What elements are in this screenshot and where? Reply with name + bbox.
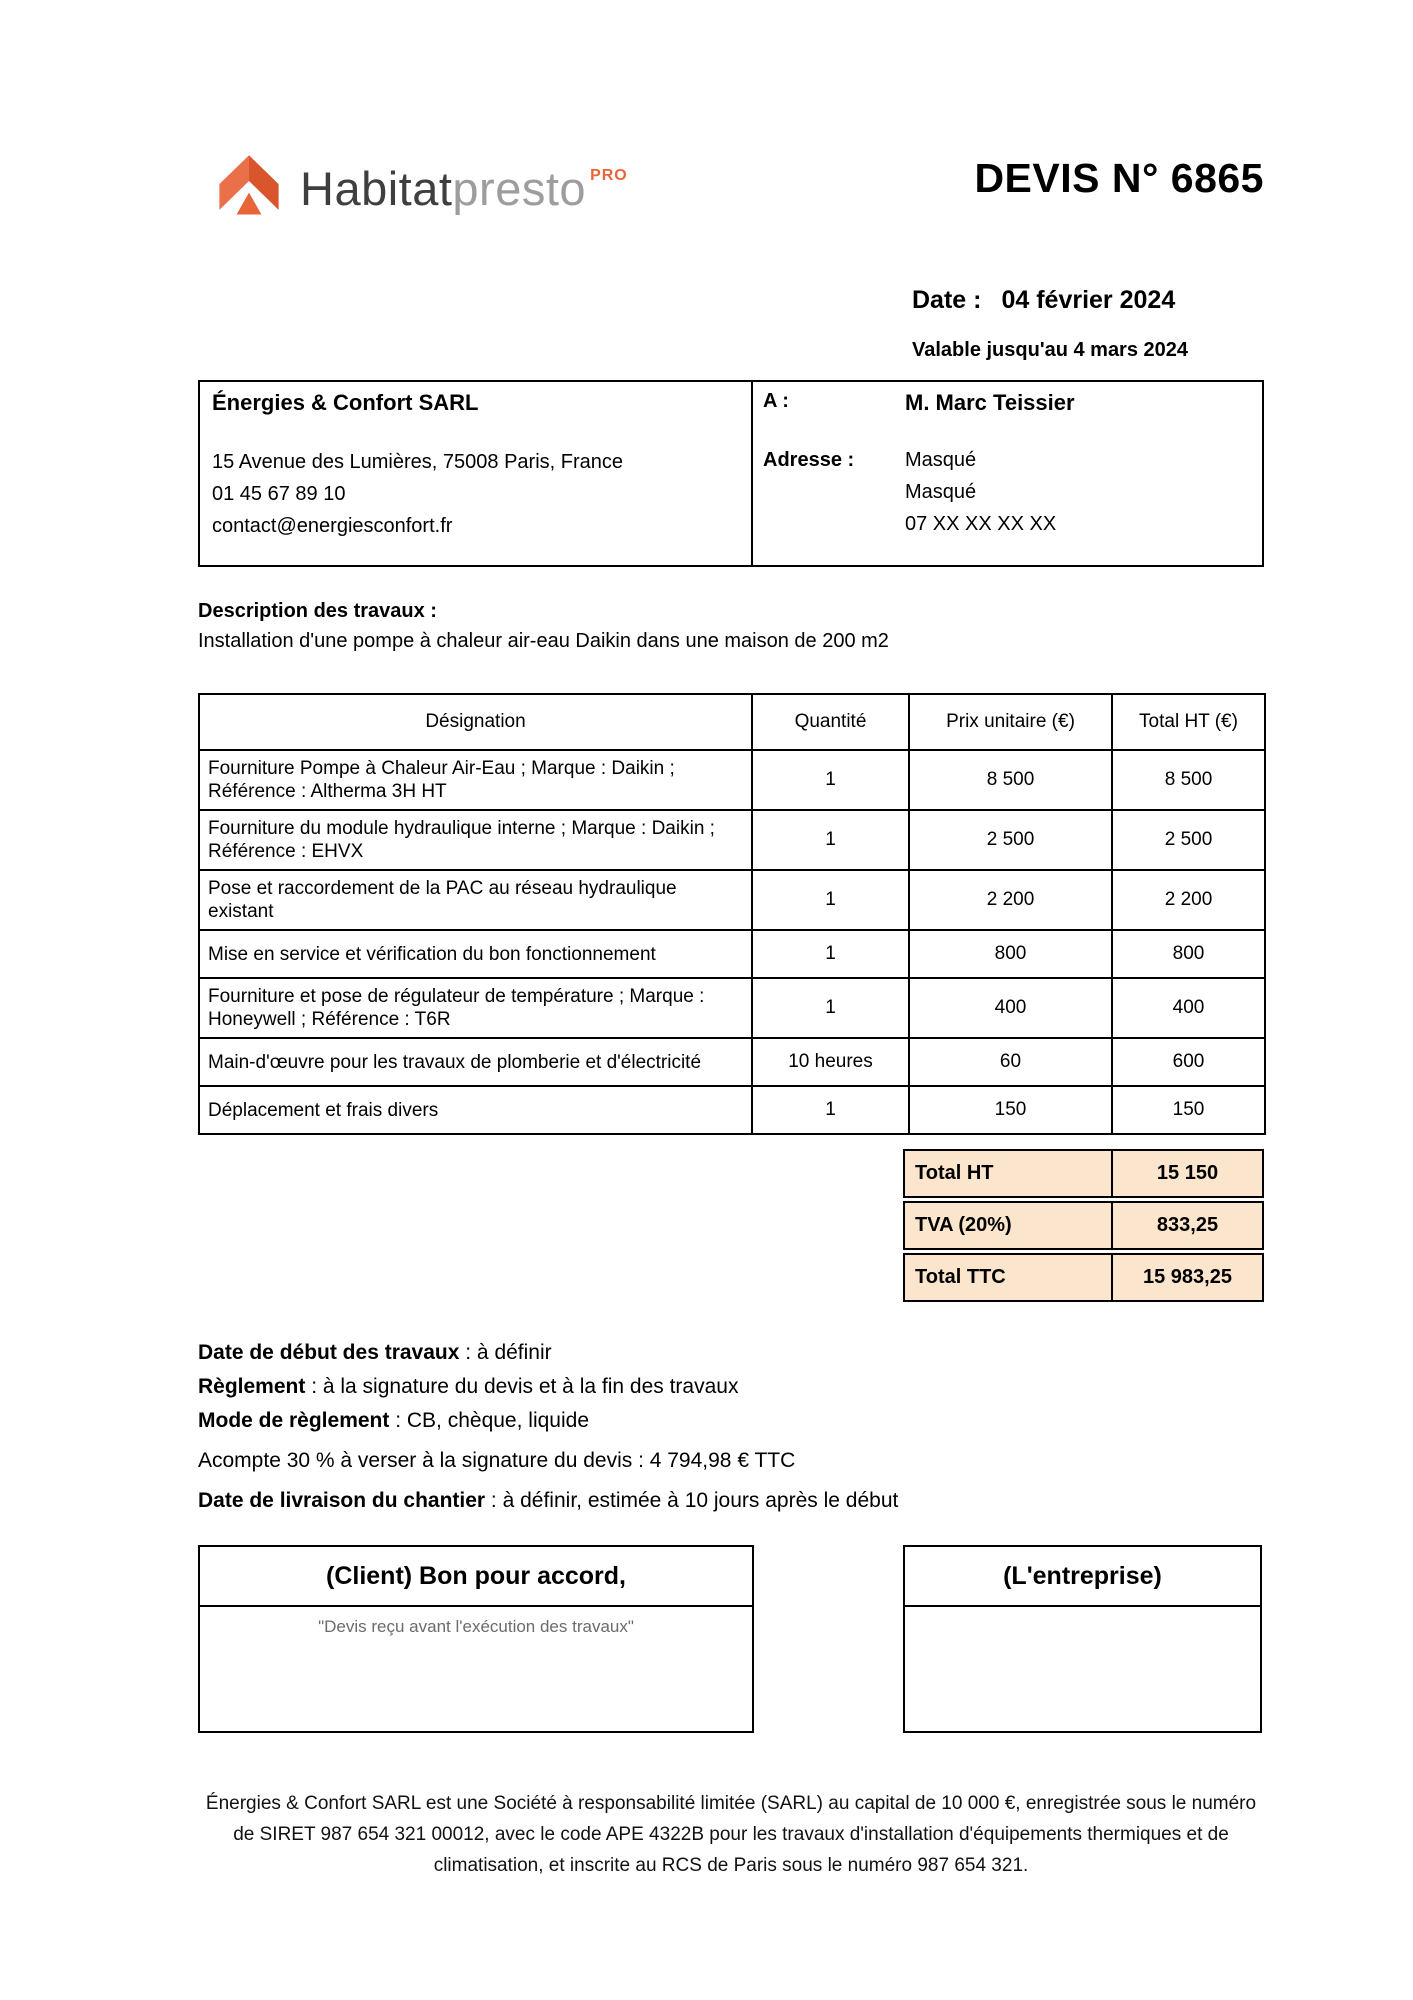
cell-total: 150	[1112, 1086, 1265, 1134]
date-label: Date :	[912, 286, 982, 314]
total-ttc-value: 15 983,25	[1143, 1266, 1232, 1288]
cell-quantity: 1	[752, 810, 909, 870]
table-row	[199, 1038, 1265, 1086]
client-signature-box	[198, 1545, 754, 1733]
cell-total: 8 500	[1112, 750, 1265, 810]
cell-designation: Main-d'œuvre pour les travaux de plomberie et d'électricité	[199, 1038, 752, 1086]
cell-total: 600	[1112, 1038, 1265, 1086]
company-phone: 01 45 67 89 10	[212, 483, 346, 505]
client-address-label: Adresse :	[763, 449, 855, 471]
term-label: Règlement	[198, 1375, 306, 1398]
total-ttc-row	[903, 1253, 1264, 1302]
cell-unit-price: 2 500	[909, 810, 1112, 870]
term-label: Mode de règlement	[198, 1409, 390, 1432]
cell-quantity: 10 heures	[752, 1038, 909, 1086]
date-line	[912, 286, 1175, 315]
terms-section	[198, 1340, 1264, 1514]
company-address: 15 Avenue des Lumières, 75008 Paris, France	[212, 451, 623, 473]
cell-designation: Fourniture du module hydraulique interne ; Marque : Daikin ; Référence : EHVX	[199, 810, 752, 870]
client-name-row	[763, 390, 1252, 416]
term-label: Date de livraison du chantier	[198, 1489, 486, 1512]
cell-total: 400	[1112, 978, 1265, 1038]
company-box	[200, 382, 753, 565]
term-deposit	[198, 1448, 1264, 1474]
term-delivery-date	[198, 1488, 1264, 1514]
client-box	[753, 382, 1262, 565]
term-text: : à la signature du devis et à la fin des travaux	[305, 1375, 739, 1398]
brand-name-secondary: presto	[452, 161, 587, 215]
total-ht-row	[903, 1149, 1264, 1198]
cell-designation: Déplacement et frais divers	[199, 1086, 752, 1134]
cell-quantity: 1	[752, 1086, 909, 1134]
document-title: DEVIS N° 6865	[974, 155, 1264, 201]
col-header-total-ht: Total HT (€)	[1112, 694, 1265, 750]
house-arrow-icon	[210, 146, 288, 230]
col-header-designation: Désignation	[199, 694, 752, 750]
term-text: : à définir	[459, 1341, 552, 1364]
term-text: : à définir, estimée à 10 jours après le début	[485, 1489, 899, 1512]
cell-designation: Mise en service et vérification du bon fonctionnement	[199, 930, 752, 978]
table-row	[199, 1086, 1265, 1134]
client-phone: 07 XX XX XX XX	[905, 513, 1057, 535]
brand-logo	[210, 146, 628, 230]
col-header-unit-price: Prix unitaire (€)	[909, 694, 1112, 750]
cell-designation: Pose et raccordement de la PAC au réseau hydraulique existant	[199, 870, 752, 930]
total-ht-label: Total HT	[905, 1151, 1113, 1196]
works-section	[198, 600, 1264, 653]
cell-quantity: 1	[752, 750, 909, 810]
table-row	[199, 870, 1265, 930]
client-address-rows	[763, 444, 1252, 540]
term-payment-method	[198, 1408, 1264, 1434]
term-label: Date de début des travaux	[198, 1341, 460, 1364]
brand-pro-badge: PRO	[590, 166, 628, 184]
company-signature-box	[903, 1545, 1262, 1733]
cell-unit-price: 60	[909, 1038, 1112, 1086]
cell-total: 800	[1112, 930, 1265, 978]
company-name: Énergies & Confort SARL	[212, 390, 479, 415]
cell-unit-price: 8 500	[909, 750, 1112, 810]
client-to-label: A :	[763, 390, 789, 412]
cell-unit-price: 400	[909, 978, 1112, 1038]
table-row	[199, 750, 1265, 810]
cell-unit-price: 150	[909, 1086, 1112, 1134]
tva-row	[903, 1201, 1264, 1250]
cell-unit-price: 2 200	[909, 870, 1112, 930]
col-header-quantity: Quantité	[752, 694, 909, 750]
spacer	[763, 476, 905, 508]
client-name: M. Marc Teissier	[905, 390, 1075, 415]
client-address-line2: Masqué	[905, 481, 977, 503]
client-signature-title: (Client) Bon pour accord,	[200, 1547, 752, 1607]
total-ttc-label: Total TTC	[905, 1255, 1113, 1300]
brand-wordmark	[300, 161, 628, 216]
legal-footer: Énergies & Confort SARL est une Société à responsabilité limitée (SARL) au capital de 10 000 €, enregistrée sous le numéro de SIRET 987 654 321 00012, avec le code APE 4322B pour les travaux d'installation d'équipements thermiques et de climatisation, et inscrite au RCS de Paris sous le numéro 987 654 321.	[205, 1793, 1257, 1876]
total-ht-value: 15 150	[1156, 1162, 1219, 1184]
works-label: Description des travaux :	[198, 600, 437, 622]
validity-note: Valable jusqu'au 4 mars 2024	[912, 339, 1189, 361]
brand-name-primary: Habitat	[300, 161, 453, 215]
date-value: 04 février 2024	[1001, 286, 1176, 314]
items-table	[198, 693, 1266, 1135]
term-payment	[198, 1374, 1264, 1400]
table-row	[199, 810, 1265, 870]
tva-value: 833,25	[1156, 1214, 1219, 1236]
cell-designation: Fourniture et pose de régulateur de température ; Marque : Honeywell ; Référence : T6R	[199, 978, 752, 1038]
cell-total: 2 500	[1112, 810, 1265, 870]
cell-quantity: 1	[752, 930, 909, 978]
term-text: : CB, chèque, liquide	[389, 1409, 589, 1432]
company-email: contact@energiesconfort.fr	[212, 515, 453, 537]
table-row	[199, 978, 1265, 1038]
term-text: Acompte 30 % à verser à la signature du devis : 4 794,98 € TTC	[198, 1449, 796, 1472]
cell-unit-price: 800	[909, 930, 1112, 978]
items-header-row	[199, 694, 1265, 750]
totals-section	[903, 1149, 1264, 1302]
cell-total: 2 200	[1112, 870, 1265, 930]
cell-quantity: 1	[752, 870, 909, 930]
table-row	[199, 930, 1265, 978]
works-description: Installation d'une pompe à chaleur air-eau Daikin dans une maison de 200 m2	[198, 630, 889, 652]
cell-designation: Fourniture Pompe à Chaleur Air-Eau ; Marque : Daikin ; Référence : Altherma 3H HT	[199, 750, 752, 810]
client-signature-note: "Devis reçu avant l'exécution des travaux"	[318, 1617, 634, 1636]
tva-label: TVA (20%)	[905, 1203, 1113, 1248]
term-start-date	[198, 1340, 1264, 1366]
client-address-line1: Masqué	[905, 449, 977, 471]
cell-quantity: 1	[752, 978, 909, 1038]
company-details	[212, 446, 739, 542]
parties-section	[198, 380, 1264, 567]
company-signature-title: (L'entreprise)	[905, 1547, 1260, 1607]
spacer	[763, 508, 905, 540]
